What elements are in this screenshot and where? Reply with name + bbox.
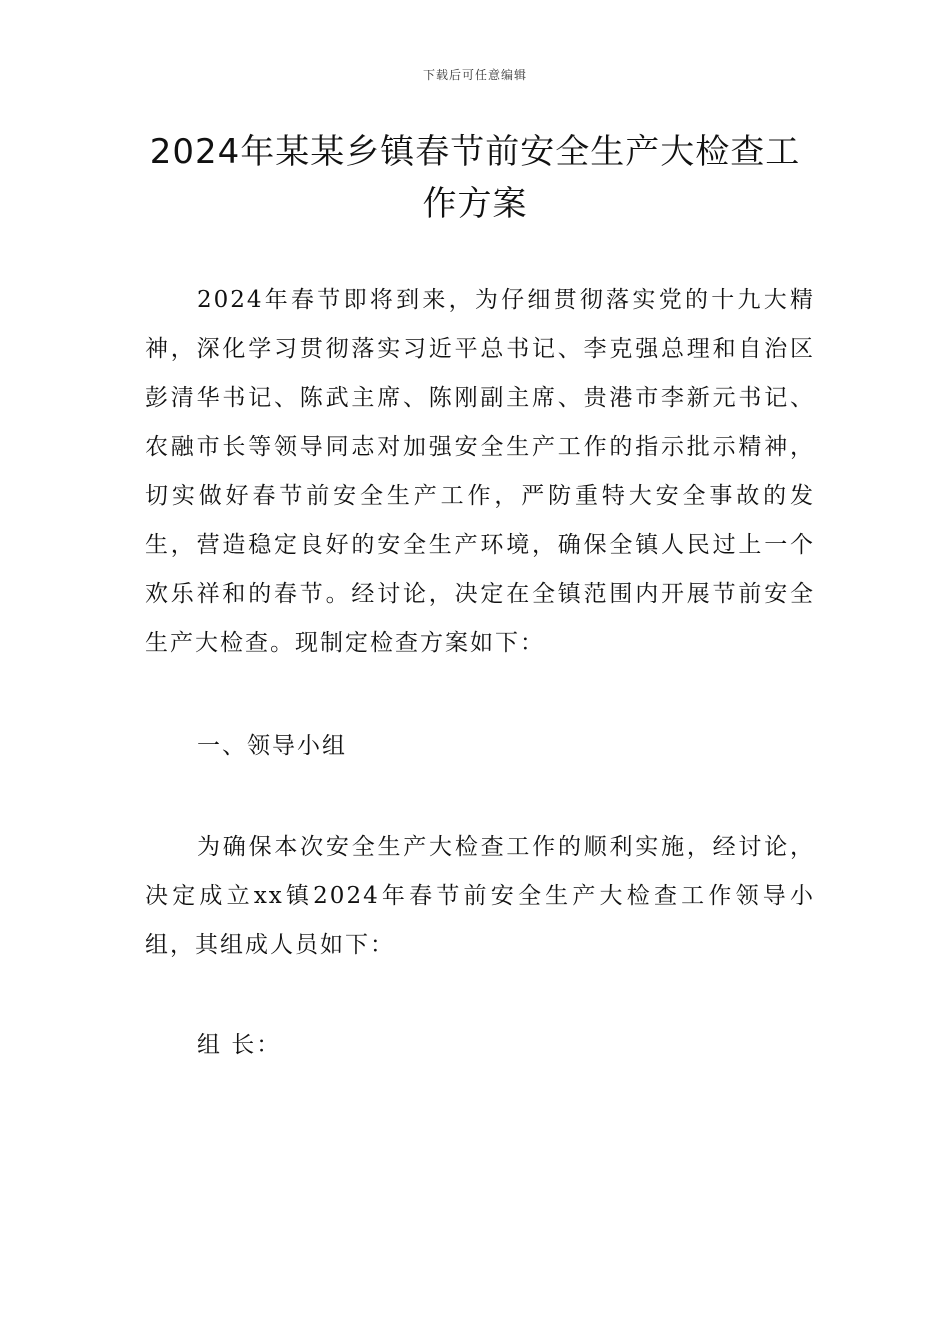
section-body-leadership: 为确保本次安全生产大检查工作的顺利实施，经讨论，决定成立xx镇2024年春节前安全生产大检查工作领导小组，其组成人员如下：: [145, 834, 815, 958]
section-heading-leadership: 一、领导小组: [197, 733, 347, 759]
leader-label: 组 长：: [197, 1032, 282, 1058]
intro-paragraph: 2024年春节即将到来，为仔细贯彻落实党的十九大精神，深化学习贯彻落实习近平总书记、李克强总理和自治区彭清华书记、陈武主席、陈刚副主席、贵港市李新元书记、农融市长等领导同志对加强安全生产工作的指示批示精神，切实做好春节前安全生产工作，严防重特大安全事故的发生，营造稳定良好的安全生产环境，确保全镇人民过上一个欢乐祥和的春节。经讨论，决定在全镇范围内开展节前安全生产大检查。现制定检查方案如下：: [145, 287, 815, 656]
title-line-1: 2024年某某乡镇春节前安全生产大检查工: [149, 132, 801, 172]
page-title: [140, 126, 810, 230]
title-line-2: 作方案: [422, 184, 528, 224]
header-note: 下载后可任意编辑: [422, 68, 527, 82]
